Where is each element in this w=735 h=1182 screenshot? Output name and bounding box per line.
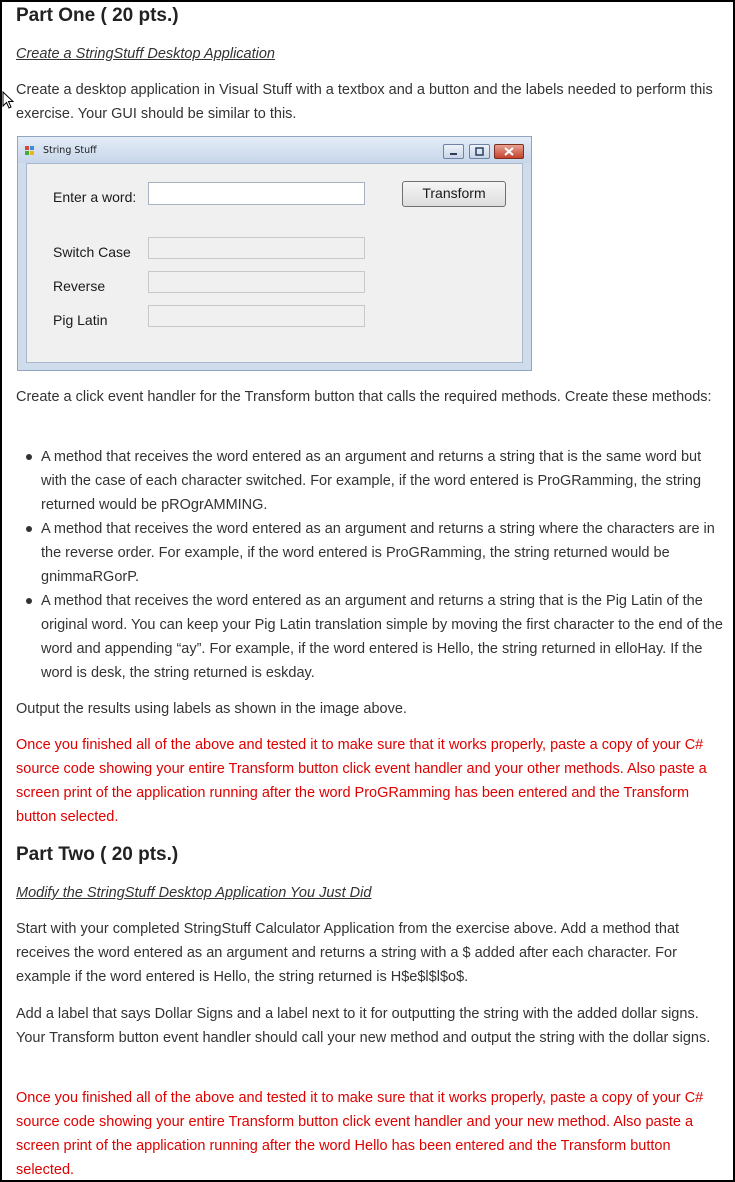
reverse-output	[148, 271, 365, 293]
pig-latin-output	[148, 305, 365, 327]
list-item: A method that receives the word entered as an argument and returns a string that is the Pig Latin of the original word. You can keep your Pig Latin translation simple by moving the first character to the end of the word and appending “ay”. For example, if the word entered is Hello, the string returned in elloHay. If the word is desk, the string returned is eskday.	[16, 589, 728, 685]
pig-latin-label: Pig Latin	[53, 312, 108, 328]
minimize-icon[interactable]	[443, 144, 464, 159]
handler-instructions: Create a click event handler for the Transform button that calls the required methods. Create these methods:	[16, 389, 712, 405]
enter-word-label: Enter a word:	[53, 189, 137, 205]
window-client-area	[26, 163, 523, 363]
part-two-subheading: Modify the StringStuff Desktop Application You Just Did	[16, 885, 372, 901]
output-instructions: Output the results using labels as shown in the image above.	[16, 701, 407, 717]
close-icon[interactable]	[494, 144, 524, 159]
transform-button[interactable]: Transform	[402, 181, 506, 207]
reverse-label: Reverse	[53, 278, 106, 294]
part-two-paragraph-1: Start with your completed StringStuff Calculator Application from the exercise above. Add a method that receives the word entered as an argument and returns a string with a $ added after each character. For example if the word entered is Hello, the string returned is H$e$l$l$o$.	[16, 921, 680, 985]
switch-case-output	[148, 237, 365, 259]
part-one-submission-note: Once you finished all of the above and tested it to make sure that it works properly, paste a copy of your C# source code showing your entire Transform button click event handler and your other methods. Also paste a screen print of the application running after the word ProGRamming has been entered and the Transform button selected.	[16, 737, 707, 825]
method-list	[16, 445, 728, 685]
word-input[interactable]	[148, 182, 365, 205]
maximize-icon[interactable]	[469, 144, 490, 159]
window-titlebar	[18, 137, 531, 163]
part-one-intro: Create a desktop application in Visual Stuff with a textbox and a button and the labels needed to perform this exercise. Your GUI should be similar to this.	[16, 82, 713, 122]
app-form-icon	[25, 146, 35, 155]
switch-case-label: Switch Case	[53, 244, 131, 260]
part-two-heading: Part Two ( 20 pts.)	[16, 844, 179, 865]
part-two-submission-note: Once you finished all of the above and tested it to make sure that it works properly, paste a copy of your C# source code showing your entire Transform button click event handler and your new method. Also paste a screen print of the application running after the word Hello has been entered and the Transform button selected.	[16, 1090, 704, 1178]
part-one-heading: Part One ( 20 pts.)	[16, 5, 179, 26]
part-two-paragraph-2: Add a label that says Dollar Signs and a label next to it for outputting the string with the added dollar signs. Your Transform button event handler should call your new method and output the string with the dollar signs.	[16, 1006, 711, 1046]
window-controls	[443, 144, 524, 158]
mouse-pointer-icon	[2, 91, 14, 109]
string-stuff-window	[17, 136, 532, 371]
window-title: String Stuff	[43, 145, 97, 156]
list-item: A method that receives the word entered as an argument and returns a string that is the same word but with the case of each character switched. For example, if the word entered is ProGRamming, the string returned would be pROgrAMMING.	[16, 445, 728, 517]
list-item: A method that receives the word entered as an argument and returns a string where the characters are in the reverse order. For example, if the word entered is ProGRamming, the string returned would be gnimmaRGorP.	[16, 517, 728, 589]
part-one-subheading: Create a StringStuff Desktop Application	[16, 46, 275, 62]
